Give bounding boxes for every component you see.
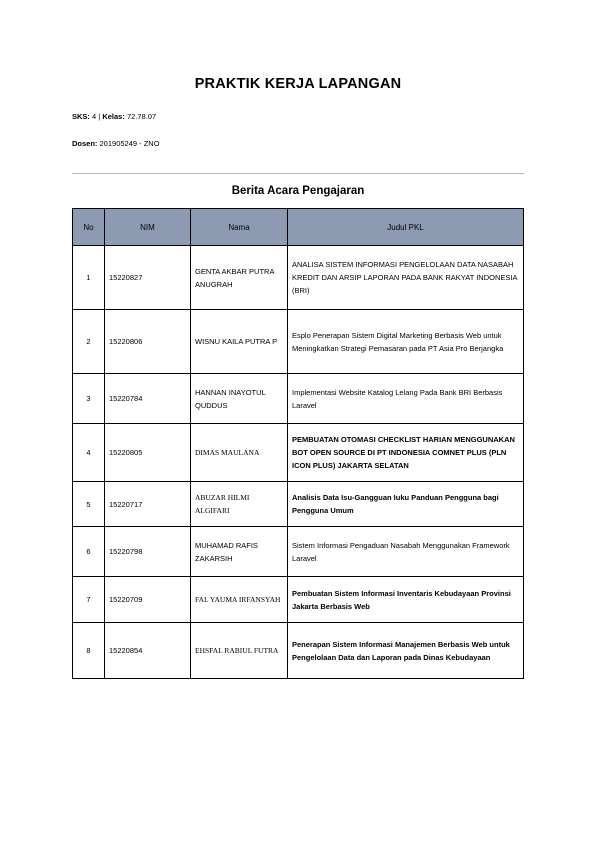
table-row <box>73 424 524 482</box>
table-row <box>73 577 524 623</box>
cell-judul: ANALISA SISTEM INFORMASI PENGELOLAAN DATA NASABAH KREDIT DAN ARSIP LAPORAN PADA BANK RAKYAT INDONESIA (BRI) <box>288 246 524 310</box>
page-title: PRAKTIK KERJA LAPANGAN <box>194 76 402 92</box>
cell-judul: Sistem Informasi Pengaduan Nasabah Menggunakan Framework Laravel <box>288 527 524 577</box>
cell-nim: 15220806 <box>105 310 191 374</box>
cell-judul: Penerapan Sistem Informasi Manajemen Berbasis Web untuk Pengelolaan Data dan Laporan pada Dinas Kebudayaan <box>288 623 524 679</box>
kelas-label: Kelas: <box>102 112 125 121</box>
cell-no: 1 <box>73 246 105 310</box>
info-separator: | <box>98 112 101 121</box>
cell-judul: PEMBUATAN OTOMASI CHECKLIST HARIAN MENGGUNAKAN BOT OPEN SOURCE DI PT INDONESIA COMNET PLUS (PLN ICON PLUS) JAKARTA SELATAN <box>288 424 524 482</box>
cell-nama: MUHAMAD RAFIS ZAKARSIH <box>191 527 288 577</box>
cell-nim: 15220709 <box>105 577 191 623</box>
cell-judul: Esplo Penerapan Sistem Digital Marketing Berbasis Web untuk Meningkatkan Strategi Pemasaran pada PT Asia Pro Berjangka <box>288 310 524 374</box>
section-divider <box>72 173 524 174</box>
cell-nim: 15220805 <box>105 424 191 482</box>
cell-no: 4 <box>73 424 105 482</box>
cell-judul: Analisis Data Isu-Gangguan Iuku Panduan Pengguna bagi Pengguna Umum <box>288 482 524 527</box>
cell-nim: 15220784 <box>105 374 191 424</box>
cell-nama: WISNU KAILA PUTRA P <box>191 310 288 374</box>
cell-no: 6 <box>73 527 105 577</box>
lecturer-info-line <box>72 139 160 148</box>
header-nim: NIM <box>105 209 191 246</box>
kelas-value: 72.78.07 <box>126 112 157 121</box>
table-row <box>73 482 524 527</box>
cell-judul: Pembuatan Sistem Informasi Inventaris Kebudayaan Provinsi Jakarta Berbasis Web <box>288 577 524 623</box>
table-row <box>73 246 524 310</box>
cell-judul: Implementasi Website Katalog Lelang Pada Bank BRI Berbasis Laravel <box>288 374 524 424</box>
cell-nama: FAL YAUMA IRFANSYAH <box>191 577 288 623</box>
sks-value: 4 <box>92 112 97 121</box>
cell-no: 3 <box>73 374 105 424</box>
cell-nama: GENTA AKBAR PUTRA ANUGRAH <box>191 246 288 310</box>
header-no: No <box>73 209 105 246</box>
header-nama: Nama <box>191 209 288 246</box>
cell-nim: 15220827 <box>105 246 191 310</box>
cell-nim: 15220798 <box>105 527 191 577</box>
table-row <box>73 374 524 424</box>
sks-label: SKS: <box>72 112 90 121</box>
dosen-value: 201905249 - ZNO <box>99 139 160 148</box>
cell-nama: ABUZAR HILMI ALGIFARI <box>191 482 288 527</box>
table-row <box>73 527 524 577</box>
section-title: Berita Acara Pengajaran <box>231 185 365 197</box>
table-row <box>73 623 524 679</box>
cell-no: 7 <box>73 577 105 623</box>
cell-nama: EHSFAL RABIUL FUTRA <box>191 623 288 679</box>
course-info-line <box>72 112 156 121</box>
cell-no: 5 <box>73 482 105 527</box>
pkl-table <box>72 208 524 679</box>
cell-nim: 15220854 <box>105 623 191 679</box>
cell-nama: HANNAN INAYOTUL QUDDUS <box>191 374 288 424</box>
table-row <box>73 310 524 374</box>
header-judul: Judul PKL <box>288 209 524 246</box>
cell-nim: 15220717 <box>105 482 191 527</box>
dosen-label: Dosen: <box>72 139 98 148</box>
cell-no: 8 <box>73 623 105 679</box>
cell-nama: DIMAS MAULANA <box>191 424 288 482</box>
cell-no: 2 <box>73 310 105 374</box>
table-header-row <box>73 209 524 246</box>
